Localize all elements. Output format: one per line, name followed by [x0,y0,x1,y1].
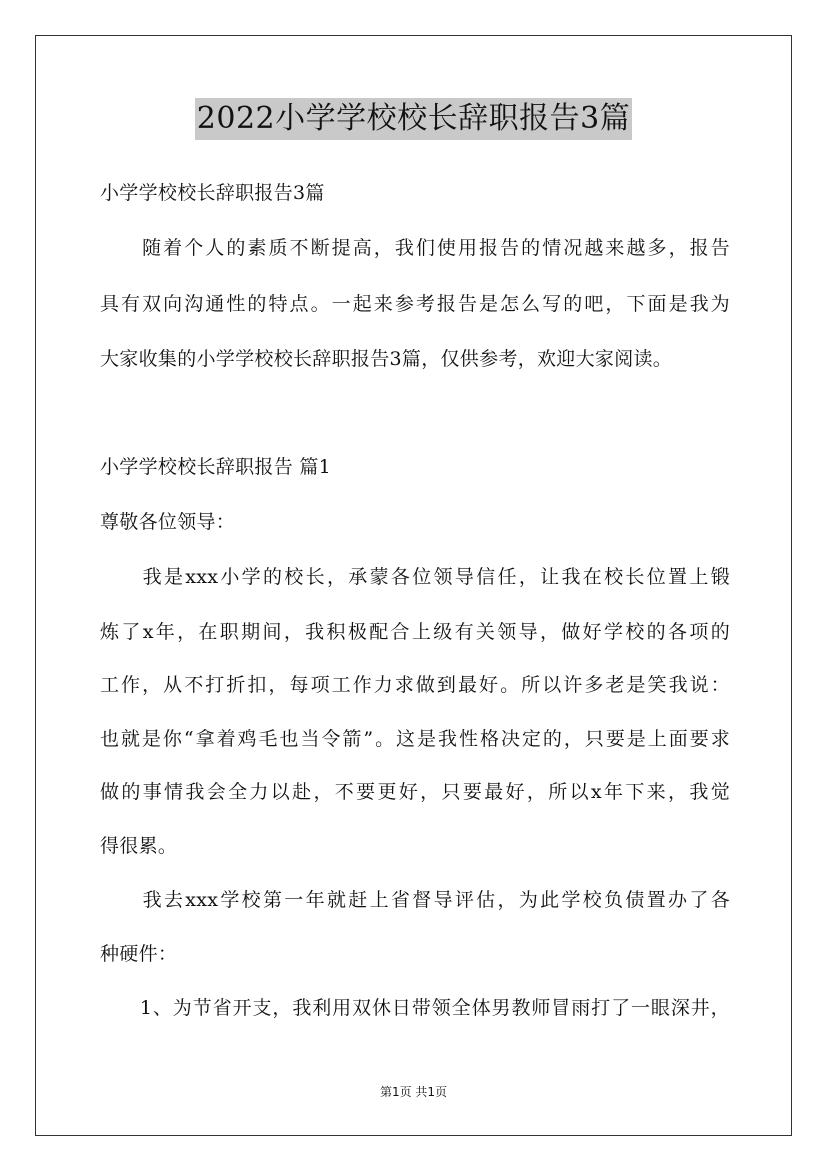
document-title: 2022小学学校校长辞职报告3篇 [195,98,632,140]
para1-line-6: 得很累。 [100,835,178,857]
para1-line-5: 做的事情我会全力以赴，不要更好，只要最好，所以x年下来，我觉 [100,781,730,803]
intro-line-3: 大家收集的小学学校校长辞职报告3篇，仅供参考，欢迎大家阅读。 [100,348,673,370]
intro-line-2: 具有双向沟通性的特点。一起来参考报告是怎么写的吧，下面是我为 [100,293,730,315]
para2-line-2: 种硬件： [100,943,178,965]
salutation: 尊敬各位领导： [100,511,236,533]
subtitle: 小学学校校长辞职报告3篇 [100,182,325,204]
intro-line-1: 随着个人的素质不断提高，我们使用报告的情况越来越多，报告 [100,237,730,259]
para1-line-3: 工作，从不打折扣，每项工作力求做到最好。所以许多老是笑我说： [100,674,730,696]
para1-line-1: 我是xxx小学的校长，承蒙各位领导信任，让我在校长位置上锻 [100,566,730,588]
para1-line-4: 也就是你“拿着鸡毛也当令箭”。这是我性格决定的，只要是上面要求 [100,728,730,750]
section-heading: 小学学校校长辞职报告 篇1 [100,456,332,478]
para2-line-1: 我去xxx学校第一年就赶上省督导评估，为此学校负债置办了各 [100,889,730,911]
title-container [0,98,827,140]
para1-line-2: 炼了x年，在职期间，我积极配合上级有关领导，做好学校的各项的 [100,621,730,643]
page-footer: 第1页 共1页 [379,1085,448,1099]
para3-line-1: 1、为节省开支，我利用双休日带领全体男教师冒雨打了一眼深井， [100,997,730,1019]
